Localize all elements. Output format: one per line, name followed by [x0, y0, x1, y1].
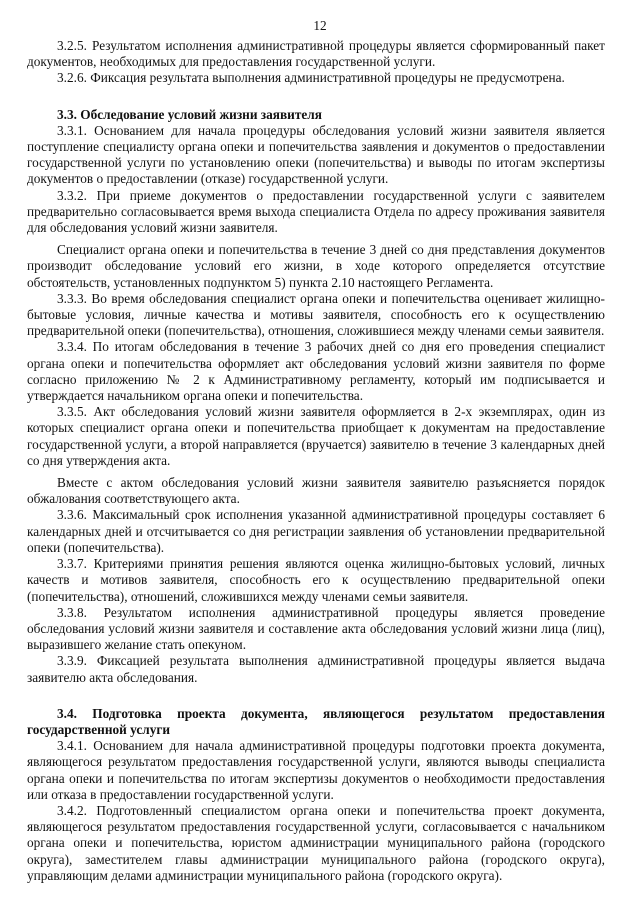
section-heading-3-3: 3.3. Обследование условий жизни заявителя	[57, 106, 322, 122]
paragraph: Вместе с актом обследования условий жизни заявителя заявителю разъясняется порядок обжалования соответствующего акта.	[27, 475, 605, 507]
paragraph: Специалист органа опеки и попечительства в течение 3 дней со дня представления документов производит обследование условий его жизни, в ходе которого определяется отсутствие обстоятельств, установленных подпунктом 5) пункта 2.10 настоящего Регламента.	[27, 242, 605, 290]
paragraph: 3.4.2. Подготовленный специалистом органа опеки и попечительства проект документа, являющегося результатом предоставления государственной услуги, согласовывается с начальником органа опеки и попечительства, юристом администрации муниципального района (городского округа), заместителем главы администрации муниципального района (городского округа), управляющим делами администрации муниципального района (городского округа).	[27, 802, 605, 883]
paragraph: 3.3.7. Критериями принятия решения являются оценка жилищно-бытовых условий, личных качеств и мотивов заявителя, способность его к осуществлению предварительной опеки (попечительства), отношений, сложившихся между членами семьи заявителя.	[27, 556, 605, 604]
paragraph: 3.2.5. Результатом исполнения административной процедуры является сформированный пакет документов, необходимых для предоставления государственной услуги.	[27, 38, 605, 70]
paragraph: 3.3.1. Основанием для начала процедуры обследования условий жизни заявителя является поступление специалисту органа опеки и попечительства заявления и документов о предоставлении государственной услуги по установлению опеки (попечительства) и выводы по итогам экспертизы документов о предоставлении (отказе) государственной услуги.	[27, 122, 605, 187]
paragraph: 3.4.1. Основанием для начала административной процедуры подготовки проекта документа, являющегося результатом предоставления государственной услуги, являются выводы специалиста органа опеки и попечительства по итогам экспертизы документов о необходимости предоставления или отказа в предоставлении государственной услуги.	[27, 738, 605, 802]
paragraph: 3.3.9. Фиксацией результата выполнения административной процедуры является выдача заявителю акта обследования.	[27, 653, 605, 685]
paragraph: 3.3.2. При приеме документов о предоставлении государственной услуги с заявителем предварительно согласовывается время выхода специалиста Отдела по адресу проживания заявителя для обследования условий жизни заявителя.	[27, 187, 605, 236]
paragraph: 3.3.6. Максимальный срок исполнения указанной административной процедуры составляет 6 календарных дней и отсчитывается со дня регистрации заявления об установлении предварительной опеки (попечительства).	[27, 507, 605, 555]
document-body	[27, 38, 605, 884]
paragraph: 3.2.6. Фиксация результата выполнения административной процедуры не предусмотрена.	[57, 70, 565, 86]
paragraph: 3.3.5. Акт обследования условий жизни заявителя оформляется в 2-х экземплярах, один из которых специалист органа опеки и попечительства приобщает к документам на предоставление государственной услуги, а второй направляется (вручается) заявителю в течение 3 календарных дней со дня утверждения акта.	[27, 404, 605, 468]
page-number: 12	[313, 18, 327, 33]
paragraph: 3.3.8. Результатом исполнения административной процедуры является проведение обследования условий жизни заявителя и составление акта обследования условий жизни лица (лиц), выразившего желание стать опекуном.	[27, 604, 605, 653]
paragraph: 3.3.4. По итогам обследования в течение 3 рабочих дней со дня его проведения специалист органа опеки и попечительства оформляет акт обследования условий жизни заявителя по форме согласно приложению № 2 к Административному регламенту, который им подписывается и утверждается начальником органа опеки и попечительства.	[27, 339, 605, 404]
paragraph: 3.3.3. Во время обследования специалист органа опеки и попечительства оценивает жилищно-бытовые условия, личные качества и мотивы заявителя, способность его к осуществлению предварительной опеки (попечительства), отношения, сложившиеся между членами семьи заявителя.	[27, 290, 605, 339]
section-heading-3-4: 3.4. Подготовка проекта документа, являющегося результатом предоставления государственной услуги	[27, 705, 605, 737]
